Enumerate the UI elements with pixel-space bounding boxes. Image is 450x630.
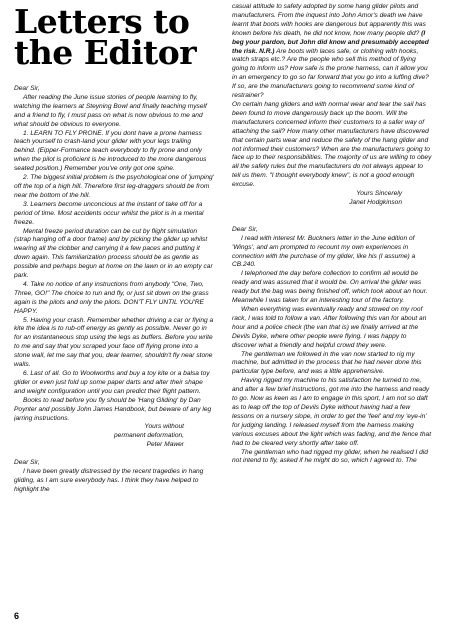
letter2-signoff: Yours Sincerely Janet Hodgkinson [349, 190, 402, 206]
letter3-salutation: Dear Sir, [232, 225, 258, 233]
spacer [14, 450, 214, 459]
letter1-paragraph: 1. LEARN TO FLY PRONE. If you dont have a prone harness teach yourself to crash-land your glider with your legs trailing behind. (Eipper-Formance teach everybody to fly prone and only when the pilot is proficient is he introduced to the more dangerous seated position.) Remember you've only got one spine. [14, 129, 207, 173]
letter3-paragraph: I read with interest Mr. Buckners letter in the June edition of 'Wings', and am prompted to recount my own experiences in connection with the purchase of my glider, like his (I assume) a CB.240. [232, 234, 416, 269]
letter1-signoff: Yours without permanent deformation, Peter Mawer [113, 423, 184, 449]
letter3-paragraph: The gentleman we followed in the van now started to rig my machine, but admitted in the process that he had never done this particular type before, and was a little apprehensive. [232, 350, 422, 376]
letter3-paragraph: The gentleman who had rigged my glider, when he realised I did not intend to fly, asked if he might do so, which I agreed to. The [232, 448, 428, 465]
letter1-paragraph: Books to read before you fly should be 'Hang Gliding' by Dan Poynter and possibly John James Handbook, but beware of any leg jarring instructions. [14, 396, 212, 422]
letter2-salutation: Dear Sir, [14, 459, 40, 467]
letter1-paragraph: 3. Learners become unconcious at the instant of take off for a period of time. Most accidents occur whilst the pilot is in a mental freeze. [14, 200, 204, 226]
letter1-paragraph: After reading the June issue stories of people learning to fly, watching the learners at Steyning Bowl and finally teaching myself and a friend to fly, I must pass on what is now obvious to me and what should be obvious to everyone. [14, 93, 207, 128]
letter1-paragraph: 2. The biggest initial problem is the psychological one of 'jumping' off the top of a high hill. Therefore first leg-draggers should be from near the bottom of the hill. [14, 174, 214, 199]
letter1-paragraph: Mental freeze period duration can be cut by flight simulation (strap hanging off a door frame) and by picking the glider up whilst wearing all the clobber and carrying it a few paces and putting it down again. This familiarization process should be as gentle as possible and perhaps begun at home on the lawn or in an empty car park. [14, 227, 213, 280]
letter1-paragraph: 4. Take no notice of any instructions from anybody "One, Two, Three, GO!" The choice to run and fly, or just sit down on the grass again is the pilots and only the pilots. DON'T FLY UNTIL YOU'RE HAPPY. [14, 280, 209, 315]
letter2-continuation-text: casual attitude to safety adopted by some hang glider pilots and manufacturers. From the inquest into John Amor's death we have learnt that boots with hooks are dangerous but apparently this was known before his death, he did not know, how many people did? [232, 3, 426, 37]
letter1-paragraph: 5. Having your crash. Remember whether driving a car or flying a kite the idea is to rub-off energy as gently as possible. Never go in for an instantaneous stop using the legs as buffers. Before you write to me and say that you scraped your face off flying prone into a stone wall, let me say that you, dear learner, shouldn't fly near stone walls. [14, 316, 214, 369]
letter3-paragraph: Having rigged my machine to his satisfaction he turned to me, and after a few brief instructions, got me into the harness and ready to go. Now as keen as I am to engage in this sport, I am not so daft as to leap off the top of Devils Dyke without having had a few lessons on a nursery slope, in order to get the 'feel' and my 'eye-in' for judging landing. I released myself from the harness making various excuses about the light which was fading, and the fence that had to be cleared very shortly after take off. [232, 377, 432, 447]
letter2-continuation-text-2: Are boots with laces safe, or clothing with hooks, watch straps etc.? Are the people who sell this method of flying going to inform us? How safe is the prone harness, can it allow you in an emergency to go so far forward that you go into a luffing dive? If so, are the manufacturers going to recommend some kind of restrainer? [232, 47, 429, 100]
letter3-paragraph: When everything was eventually ready and stowed on my roof rack, I was told to follow a van. After following this van for about an hour and a police check (the van that is) we finally arrived at the Devils Dyke, where other people were flying. I was happy to discover what a friendly and helpful crowd they were. [232, 306, 427, 349]
letter3-paragraph: I telephoned the day before collection to confirm all would be ready and was assured that it would be. On arrival the glider was ready but the bag was being finished off, which took about an hour. Meanwhile I was taken for an interesting tour of the factory. [232, 270, 428, 305]
letter2-continuation [232, 3, 432, 101]
page-number: 6 [14, 611, 20, 621]
letter2-paragraph: On certain hang gliders and with normal wear and tear the sail has been found to move dangerously back up the boom. Will the manufacturers concerned inform their customers to a safer way of attaching the sail? How many other manufacturers have discovered that certain parts wear and reduce the safety of the hang glider and not informed their customers? When are the manufacturers going to face up to their responsibilities. The majority of us are willing to obey all the safety rules but the manufacturers do not always appear to tell us them. "I thought everybody knew", is not a good enough excuse. [232, 100, 432, 189]
letter1-paragraph: 6. Last of all. Go to Woolworths and buy a toy kite or a balsa toy glider or even just fold up some paper darts and alter their shape and weight configuration until you can predict their flight pattern. [14, 370, 210, 395]
spacer [232, 217, 432, 226]
letter1-salutation: Dear Sir, [14, 85, 40, 92]
spacer [232, 208, 432, 217]
page-title: Letters to the Editor [14, 2, 197, 72]
left-column [14, 85, 214, 610]
editor-note: (I beg your pardon, but John did know and presumably accepted the risk. N.R.) [232, 29, 429, 55]
letter2-paragraph: I have been greatly distressed by the recent tragedies in hang gliding, as I am sure everybody has. I think they have helped to highlight the [14, 468, 204, 493]
right-column [232, 3, 432, 623]
